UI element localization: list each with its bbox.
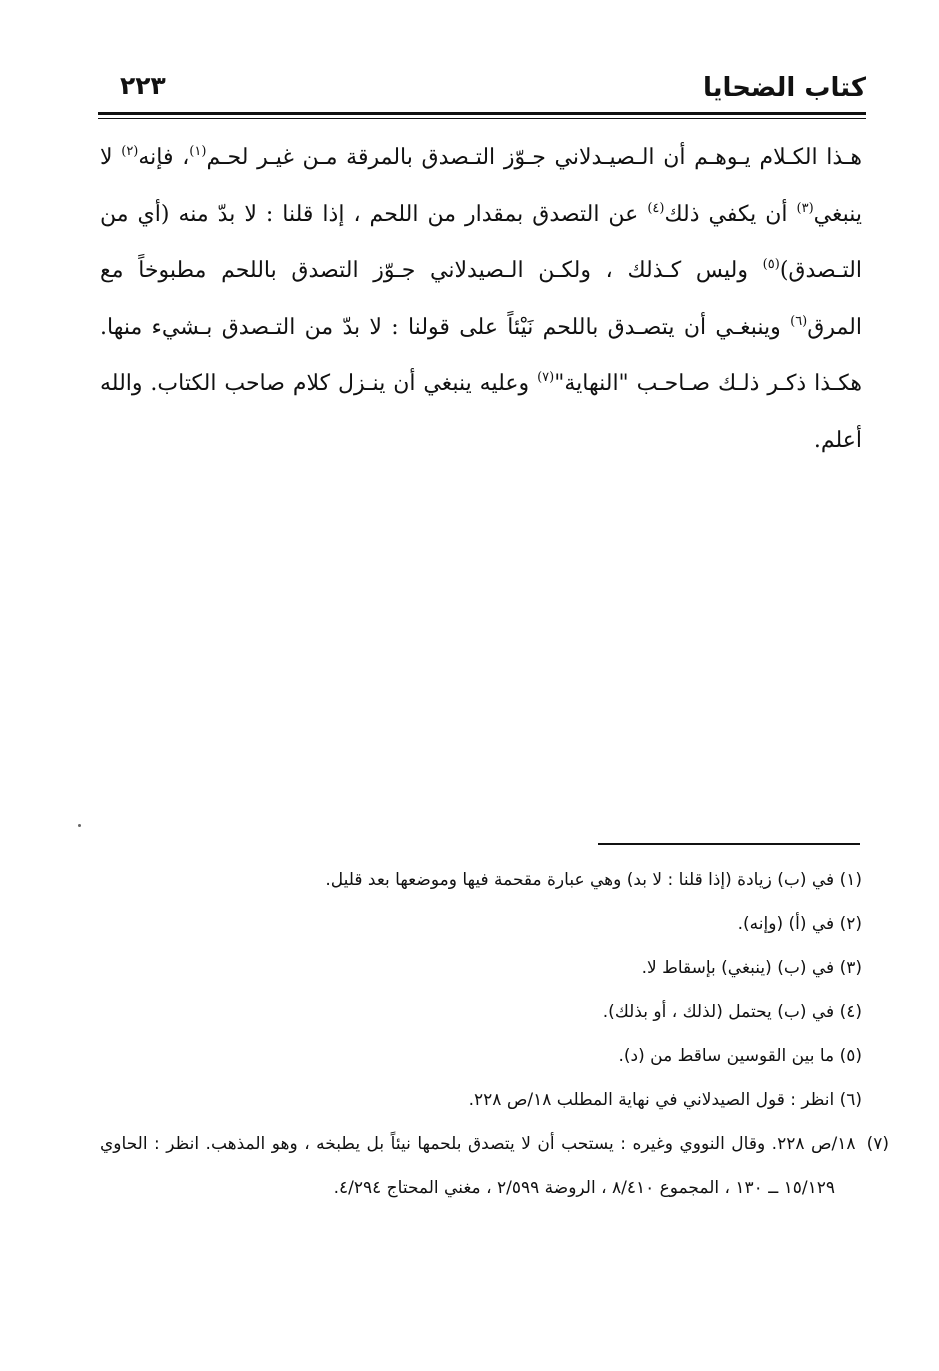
footnote-ref-4: (٤) [647,200,665,216]
body-text-segment: عن التصدق بمقدار من اللحم ، إذا قلنا : لا بدّ منه (أي من التـصدق) [100,201,862,283]
footnote-ref-7: (٧) [537,370,555,385]
footnote-number: (٣) [839,958,862,978]
footnote-text: في (ب) (ينبغي) بإسقاط لا. [641,958,835,978]
footnote-5 [100,1034,862,1078]
footnote-number: (٢) [839,914,862,934]
header-rule-thick [98,112,866,115]
footnote-separator [598,843,860,845]
footnote-number: (٦) [839,1090,862,1110]
body-text-segment: وليس كـذلك ، ولكـن الـصيدلاني جـوّز التصدق باللحم مطبوخاً مع المرق [100,258,862,340]
body-text-segment: ، فإنه [138,145,190,170]
page-number: ٢٢٣ [120,71,166,100]
body-text-segment: هـذا الكـلام يـوهـم أن الـصيـدلاني جـوّز التـصدق بالمرقة مـن غيـر لحـم [206,145,862,170]
body-text-segment: لا ينبغي [100,145,862,227]
footnote-6 [100,1078,862,1122]
footnote-text: في (ب) يحتمل (لذلك ، أو بذلك). [602,1002,835,1022]
footnote-ref-2: (٢) [121,144,139,159]
footnote-number: (١) [839,870,862,890]
footnote-ref-6: (٦) [790,313,808,329]
footnotes [100,858,890,1210]
running-title: كتاب الضحايا [703,73,866,103]
scan-speck [78,824,81,827]
footnote-number: (٥) [839,1046,862,1066]
footnote-ref-3: (٣) [796,200,814,216]
body-text-segment: وعليه ينبغي أن ينـزل كلام صاحب الكتاب. والله أعلم. [100,371,862,453]
footnote-ref-5: (٥) [762,257,780,272]
footnote-text: في (أ) (وإنه). [737,914,835,934]
page-header [98,66,866,112]
footnote-text: انظر : قول الصيدلاني في نهاية المطلب ١٨/ص ٢٢٨. [468,1090,835,1110]
main-paragraph [100,130,862,469]
footnote-2 [100,902,862,946]
footnote-ref-1: (١) [189,144,207,159]
footnote-7: (٧) ١٨/ص ٢٢٨. وقال النووي وغيره : يستحب أن لا يتصدق بلحمها نيئاً بل يطبخه ، وهو المذهب. انظر : الحاوي ١٥/١٢٩ ــ ١٣٠ ، المجموع ٨/٤١٠ ، الروضة ٢/٥٩٩ ، مغني المحتاج ٤/٢٩٤. [100,1134,890,1198]
footnote-3 [100,946,862,990]
footnote-4 [100,990,862,1034]
body-text-segment: أن يكفي ذلك [664,201,797,227]
footnote-text: ١٨/ص ٢٢٨. وقال النووي وغيره : يستحب أن لا يتصدق بلحمها نيئاً بل يطبخه ، وهو المذهب. انظر : الحاوي ١٥/١٢٩ ــ ١٣٠ ، المجموع ٨/٤١٠ ، الروضة ٢/٥٩٩ ، مغني المحتاج ٤/٢٩٤. [100,1134,856,1198]
header-rule-thin [98,118,866,119]
footnote-1 [100,858,862,902]
footnote-text: ما بين القوسين ساقط من (د). [618,1046,835,1066]
footnote-text: في (ب) زيادة (إذا قلنا : لا بد) وهي عبارة مقحمة فيها وموضعها بعد قليل. [325,870,835,890]
body-text-segment: وينبغـي أن يتصـدق باللحم نَيْئاً على قولنا : لا بدّ من التـصدق بـشيء منها. هكـذا ذكـر ذلـك صـاحـب "النهاية" [100,314,863,396]
footnote-number: (٤) [839,1002,862,1022]
